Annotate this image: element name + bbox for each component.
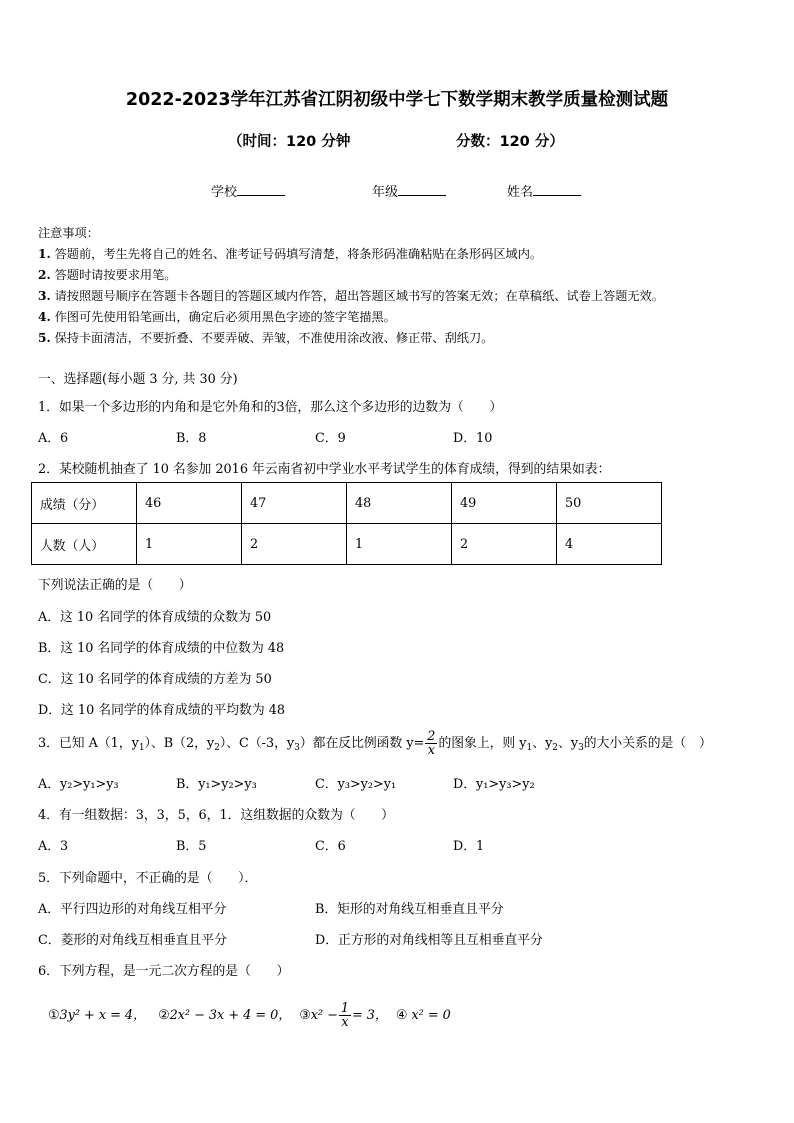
- table-cell: 2: [242, 524, 347, 565]
- notice-num: 5.: [38, 331, 51, 345]
- table-cell: 46: [137, 483, 242, 524]
- q3-option-c[interactable]: C．y₃>y₂>y₁: [315, 777, 397, 792]
- q1-option-c[interactable]: C．9: [315, 431, 346, 446]
- notice-text: 保持卡面清洁，不要折叠、不要弄破、弄皱，不准使用涂改液、修正带、刮纸刀。: [54, 331, 494, 345]
- q5-option-b[interactable]: B．矩形的对角线互相垂直且平分: [315, 902, 504, 917]
- q3-text: ）、B（2，y: [144, 736, 215, 751]
- table-cell: 4: [557, 524, 662, 565]
- table-cell: 2: [452, 524, 557, 565]
- school-field[interactable]: [211, 181, 285, 200]
- notice-num: 4.: [38, 310, 51, 324]
- notice-heading: 注意事项：: [38, 226, 99, 240]
- notice-item: [38, 308, 396, 325]
- eq3-right: = 3，: [352, 1008, 388, 1023]
- question-2-prompt: 下列说法正确的是（ ）: [38, 578, 192, 593]
- q4-option-a[interactable]: A．3: [38, 839, 69, 854]
- notice-num: 3.: [38, 289, 51, 303]
- table-cell: 人数（人）: [32, 524, 137, 565]
- grade-label: 年级: [372, 185, 399, 200]
- q3-text: 3．已知 A（1，y: [38, 736, 139, 751]
- name-blank[interactable]: [533, 183, 581, 196]
- q1-option-b[interactable]: B．8: [176, 431, 207, 446]
- fraction-denominator: x: [427, 743, 435, 758]
- notice-item: [38, 245, 542, 262]
- q3-text: 、y: [532, 736, 553, 751]
- grade-field[interactable]: [372, 181, 446, 200]
- q3-option-a[interactable]: A．y₂>y₁>y₃: [38, 777, 119, 792]
- eq3-label: ③: [299, 1008, 311, 1023]
- score-table: [31, 482, 662, 565]
- question-3-stem: 3．已知 A（1，$y_1$）、B（2，$y_2$）、C（-3，$y_3$）都在反比例函数 y= $\frac{2}{x}$ 的图象上，则 $y_1$、$y_2$、$y_3$的大小关系的是（ ）: [38, 729, 712, 758]
- q3-option-d[interactable]: D．y₁>y₃>y₂: [453, 777, 535, 792]
- table-cell: 成绩（分）: [32, 483, 137, 524]
- notice-text: 请按照题号顺序在答题卡各题目的答题区域内作答，超出答题区域书写的答案无效；在草稿纸、试卷上答题无效。: [54, 289, 664, 303]
- eq3-fraction: [339, 1002, 351, 1029]
- exam-time: （时间：120 分钟: [228, 134, 351, 150]
- question-1-stem: 1．如果一个多边形的内角和是它外角和的3倍，那么这个多边形的边数为（ ）: [38, 400, 503, 415]
- eq1-label: ①: [48, 1008, 60, 1023]
- table-cell: 48: [347, 483, 452, 524]
- eq4-label: ④: [395, 1008, 408, 1023]
- page-title: 2022-2023学年江苏省江阴初级中学七下数学期末教学质量检测试题: [125, 90, 669, 110]
- fraction-denominator: x: [341, 1015, 349, 1030]
- table-cell: 47: [242, 483, 347, 524]
- question-5-stem: 5．下列命题中，不正确的是（ ）．: [38, 871, 258, 886]
- name-label: 姓名: [507, 185, 534, 200]
- table-cell: 50: [557, 483, 662, 524]
- table-cell: 49: [452, 483, 557, 524]
- notice-num: 1.: [38, 247, 51, 261]
- question-2-stem: 2．某校随机抽查了 10 名参加 2016 年云南省初中学业水平考试学生的体育成绩，得到的结果如表：: [38, 462, 611, 477]
- eq2-label: ②: [158, 1008, 170, 1023]
- eq3-left: x² −: [310, 1008, 338, 1023]
- q3-text: 、y: [558, 736, 579, 751]
- notice-item: [38, 329, 493, 346]
- school-blank[interactable]: [237, 183, 285, 196]
- table-row: [32, 524, 662, 565]
- q5-option-d[interactable]: D．正方形的对角线相等且互相垂直平分: [315, 933, 543, 948]
- q3-text: ）、C（-3，y: [219, 736, 295, 751]
- q5-option-c[interactable]: C．菱形的对角线互相垂直且平分: [38, 933, 227, 948]
- q2-option-c[interactable]: C．这 10 名同学的体育成绩的方差为 50: [38, 672, 272, 687]
- notice-text: 作图可先使用铅笔画出，确定后必须用黑色字迹的签字笔描黑。: [54, 310, 396, 324]
- fraction-numerator: 2: [427, 729, 436, 744]
- question-4-stem: 4．有一组数据：3，3，5，6，1．这组数据的众数为（ ）: [38, 808, 394, 823]
- notice-text: 答题时请按要求用笔。: [54, 268, 177, 282]
- notice-item: [38, 266, 176, 283]
- q3-fraction: [425, 730, 437, 757]
- eq2: 2x² − 3x + 4 = 0，: [169, 1008, 292, 1023]
- q1-option-d[interactable]: D．10: [453, 431, 493, 446]
- table-row: [32, 483, 662, 524]
- q3-option-b[interactable]: B．y₁>y₂>y₃: [176, 777, 257, 792]
- q4-option-d[interactable]: D．1: [453, 839, 485, 854]
- table-cell: 1: [347, 524, 452, 565]
- school-label: 学校: [211, 185, 238, 200]
- exam-score: 分数：120 分）: [456, 134, 564, 150]
- q2-option-d[interactable]: D．这 10 名同学的体育成绩的平均数为 48: [38, 703, 285, 718]
- q3-text: 的大小关系的是（ ）: [583, 736, 712, 751]
- eq1: 3y² + x = 4，: [59, 1008, 146, 1023]
- question-6-stem: 6．下列方程，是一元二次方程的是（ ）: [38, 964, 290, 979]
- q4-option-c[interactable]: C．6: [315, 839, 346, 854]
- name-field[interactable]: [507, 181, 581, 200]
- q5-option-a[interactable]: A．平行四边形的对角线互相平分: [38, 902, 227, 917]
- q3-text: ）都在反比例函数 y=: [299, 736, 425, 751]
- notice-item: [38, 287, 664, 304]
- q1-option-a[interactable]: A．6: [38, 431, 69, 446]
- notice-text: 答题前，考生先将自己的姓名、准考证号码填写清楚，将条形码准确粘贴在条形码区域内。: [54, 247, 543, 261]
- q2-option-a[interactable]: A．这 10 名同学的体育成绩的众数为 50: [38, 610, 272, 625]
- q6-equations: [48, 1002, 451, 1029]
- grade-blank[interactable]: [398, 183, 446, 196]
- q4-option-b[interactable]: B．5: [176, 839, 207, 854]
- section-heading: 一、选择题(每小题 3 分, 共 30 分): [38, 372, 238, 387]
- fraction-numerator: 1: [340, 1001, 349, 1016]
- q3-text: 的图象上，则 y: [438, 736, 527, 751]
- q2-option-b[interactable]: B．这 10 名同学的体育成绩的中位数为 48: [38, 641, 285, 656]
- notice-num: 2.: [38, 268, 51, 282]
- eq4: x² = 0: [411, 1008, 451, 1023]
- table-cell: 1: [137, 524, 242, 565]
